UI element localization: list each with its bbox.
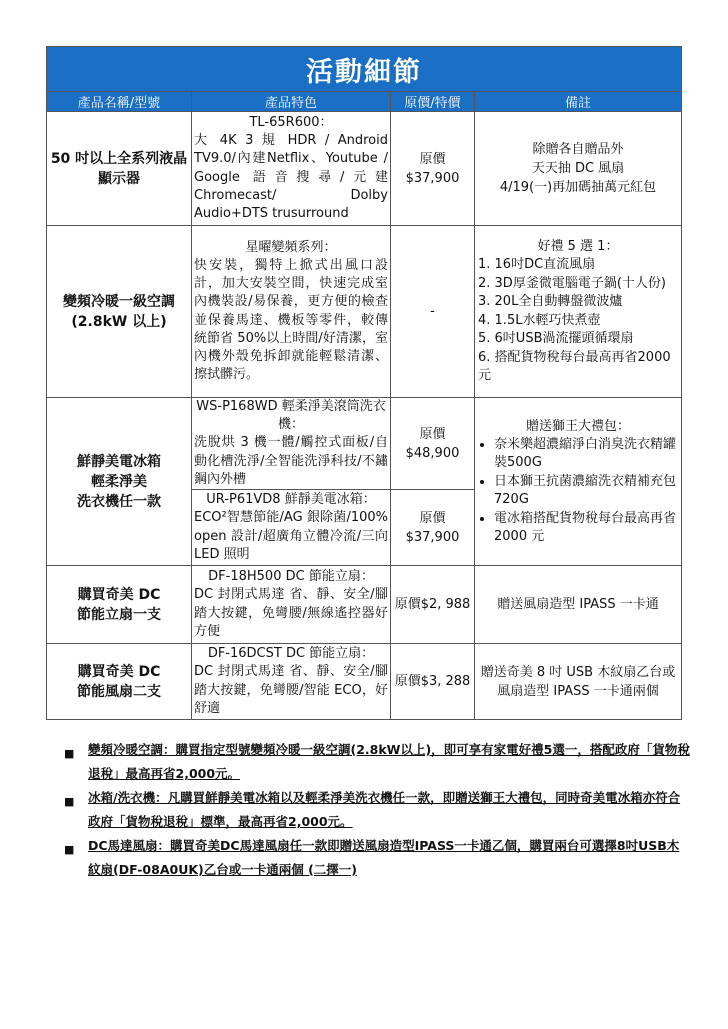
promo-details-table xyxy=(46,46,682,720)
price: - xyxy=(391,226,475,398)
feature-title: UR-P61VD8 鮮靜美電冰箱： xyxy=(206,492,376,508)
price: 原價$2, 988 xyxy=(391,566,475,644)
note xyxy=(475,398,682,566)
product-name: 50 吋以上全系列液晶顯示器 xyxy=(47,112,192,226)
list-item: 2. 3D厚釜微電腦電子鍋(十人份) xyxy=(478,275,666,291)
list-item: 6. 搭配貨物稅每台最高再省2000 元 xyxy=(478,349,671,384)
list-item: • 電冰箱搭配貨物稅每台最高再省2000 元 xyxy=(494,510,678,547)
column-header-features: 產品特色 xyxy=(192,92,391,112)
feature-body: DC 封閉式馬達 省、靜、安全/腳踏大按鍵，免彎腰/無線遙控器好方便 xyxy=(194,587,388,639)
column-header-price: 原價/特價 xyxy=(391,92,475,112)
footnote-text: 冰箱/洗衣機：凡購買鮮靜美電冰箱以及輕柔淨美洗衣機任一款，即贈送獅王大禮包，同時奇美電冰箱亦符合政府「貨物稅退稅」標準，最高再省2,000元。 xyxy=(88,790,681,829)
feature-title: DF-18H500 DC 節能立扇： xyxy=(208,569,374,585)
feature-title: 星曜變頻系列： xyxy=(245,239,337,255)
price: 原價 $37,900 xyxy=(391,112,475,226)
bullet-square-icon: ■ xyxy=(64,747,75,760)
product-features xyxy=(192,226,391,398)
feature-title: DF-16DCST DC 節能立扇： xyxy=(207,646,375,662)
table-row xyxy=(47,644,682,720)
list-item: 3. 20L全自動轉盤微波爐 xyxy=(478,294,623,310)
footnote-text: 變頻冷暖空調：購買指定型號變頻冷暖一級空調(2.8kW以上)，即可享有家電好禮5選一，搭配政府「貨物稅退稅」最高再省2,000元。 xyxy=(88,742,690,781)
gift-list xyxy=(478,436,678,547)
feature-body: 大 4K 3 規 HDR / Android TV9.0/內建Netflix、Youtube / Google 語音搜尋/元建 Chromecast/ Dolby Audio+DTS trusurround xyxy=(194,133,388,221)
product-features xyxy=(192,644,391,720)
note-title: 好禮 5 選 1： xyxy=(537,239,619,255)
footnote-text: DC馬達風扇：購買奇美DC馬達風扇任一款即贈送風扇造型IPASS一卡通乙個，購買兩台可選擇8吋USB木紋扇(DF-08A0UK)乙台或一卡通兩個 (二擇一) xyxy=(88,838,680,877)
note: 除贈各自贈品外 天天抽 DC 風扇 4/19(一)再加碼抽萬元紅包 xyxy=(475,112,682,226)
product-features xyxy=(192,490,391,566)
list-item: • 奈米樂超濃縮淨白消臭洗衣精罐裝500G xyxy=(494,436,678,473)
footnote-aircon xyxy=(64,738,690,786)
table-row xyxy=(47,566,682,644)
feature-body: DC 封閉式馬達 省、靜、安全/腳踏大按鍵，免彎腰/智能 ECO，好舒適 xyxy=(194,664,388,716)
product-name: 購買奇美 DC 節能立扇一支 xyxy=(47,566,192,644)
table-title: 活動細節 xyxy=(47,47,682,92)
price: 原價$3, 288 xyxy=(391,644,475,720)
feature-body: 洗脫烘 3 機一體/觸控式面板/自動化槽洗淨/全智能洗淨科技/不鏽鋼內外槽 xyxy=(194,435,388,487)
note: 贈送奇美 8 吋 USB 木紋扇乙台或風扇造型 IPASS 一卡通兩個 xyxy=(475,644,682,720)
list-item: 4. 1.5L水輕巧快煮壺 xyxy=(478,312,601,328)
table-row xyxy=(47,112,682,226)
feature-title: WS-P168WD 輕柔淨美滾筒洗衣機： xyxy=(196,399,386,433)
note-title: 贈送獅王大禮包： xyxy=(525,418,630,434)
feature-body: 快安裝，獨特上掀式出風口設計，加大安裝空間，快速完成室內機裝設/易保養，更方便的檢查並保養馬達、機板等零件，較傳統節省 50%以上時間/好清潔，室內機外殼免拆卸就能輕鬆清潔、擦拭髒污。 xyxy=(194,257,388,383)
footnote-fans xyxy=(64,834,690,882)
product-name: 購買奇美 DC 節能風扇二支 xyxy=(47,644,192,720)
note xyxy=(475,226,682,398)
gift-list xyxy=(478,256,678,386)
list-item: • 日本獅王抗菌濃縮洗衣精補充包720G xyxy=(494,473,678,510)
product-features xyxy=(192,112,391,226)
table-row xyxy=(47,398,682,490)
product-name: 變頻冷暖一級空調 (2.8kW 以上) xyxy=(47,226,192,398)
price: 原價 $37,900 xyxy=(391,490,475,566)
feature-body: ECO²智慧節能/AG 銀除菌/100% open 設計/超廣角立體冷流/三向 LED 照明 xyxy=(194,510,388,562)
column-header-notes: 備註 xyxy=(475,92,682,112)
product-features xyxy=(192,566,391,644)
header-row xyxy=(47,92,682,112)
feature-title: TL-65R600： xyxy=(249,114,333,130)
table-row xyxy=(47,226,682,398)
list-item: 5. 6吋USB渦流擺頭循環扇 xyxy=(478,331,634,347)
bullet-square-icon: ■ xyxy=(64,795,75,808)
product-features xyxy=(192,398,391,490)
note: 贈送風扇造型 IPASS 一卡通 xyxy=(475,566,682,644)
product-name: 鮮靜美電冰箱 輕柔淨美 洗衣機任一款 xyxy=(47,398,192,566)
bullet-square-icon: ■ xyxy=(64,843,75,856)
footnote-fridge-washer xyxy=(64,786,690,834)
price: 原價 $48,900 xyxy=(391,398,475,490)
column-header-product: 產品名稱/型號 xyxy=(47,92,192,112)
list-item: 1. 16吋DC直流風扇 xyxy=(478,257,596,273)
